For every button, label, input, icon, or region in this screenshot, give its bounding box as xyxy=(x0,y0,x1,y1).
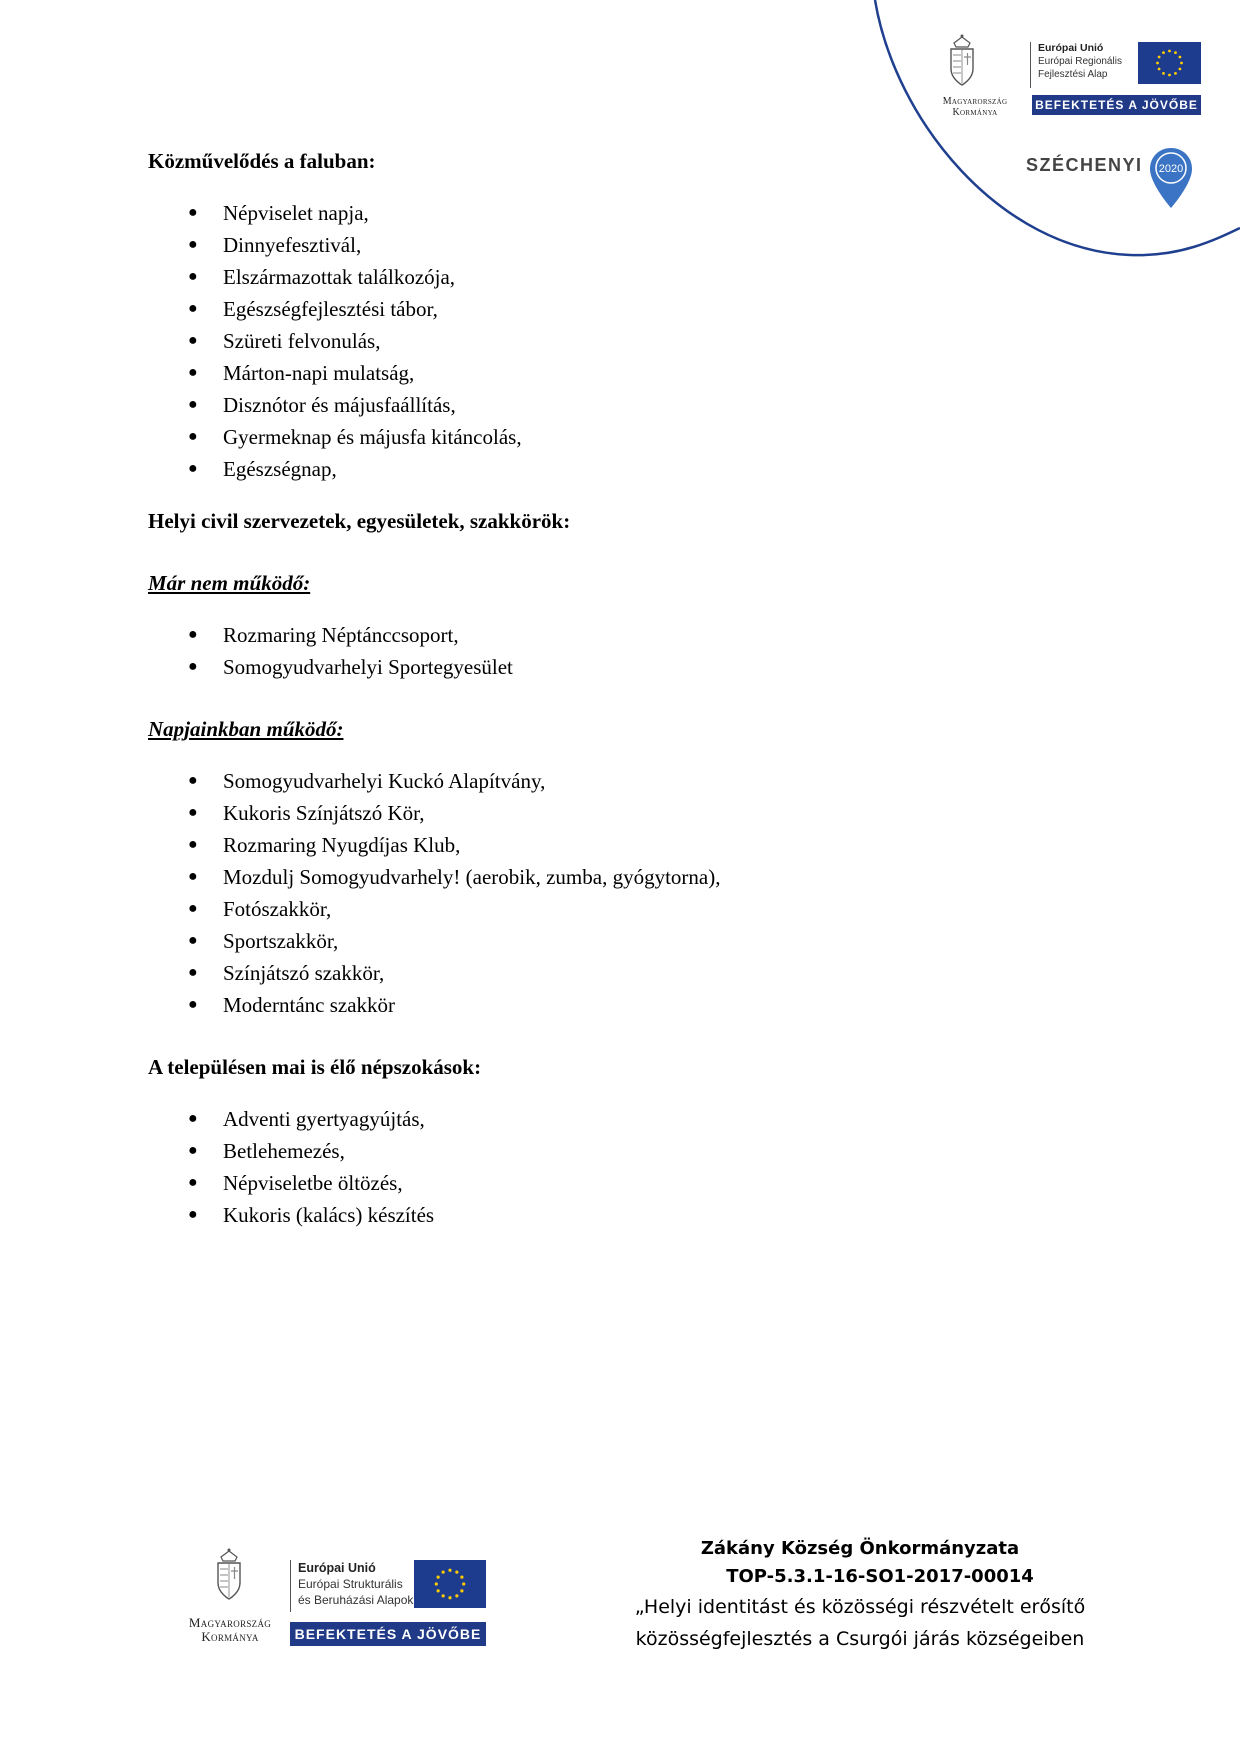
header-eu-text xyxy=(1030,42,1122,88)
former-orgs-list xyxy=(148,619,1048,683)
footer-project-title-line1: „Helyi identitást és közösségi részvételt erősítő xyxy=(634,1596,1086,1618)
footer-coat-of-arms-icon xyxy=(213,1547,245,1603)
list-item: ● Rozmaring Néptánccsoport, xyxy=(188,623,459,647)
footer-invest-banner: BEFEKTETÉS A JÖVŐBE xyxy=(290,1622,486,1646)
list-item: ● Fotószakkör, xyxy=(188,897,332,921)
section-title-civil: Helyi civil szervezetek, egyesületek, szakkörök: xyxy=(148,509,571,533)
list-item: ● Sportszakkör, xyxy=(188,929,339,953)
footer-project-code: TOP-5.3.1-16-SO1-2017-00014 xyxy=(726,1566,1034,1587)
footer-eu-text xyxy=(290,1560,413,1612)
szechenyi-year: 2020 xyxy=(1158,163,1184,175)
hungarian-coat-of-arms-icon xyxy=(946,33,978,89)
eu-flag-icon xyxy=(1138,42,1201,84)
subsection-title-former: Már nem működő: xyxy=(148,571,311,595)
list-item: ● Gyermeknap és májusfa kitáncolás, xyxy=(188,425,522,449)
header-crest-caption xyxy=(930,92,1020,118)
list-item: ● Szüreti felvonulás, xyxy=(188,329,381,353)
nepszokasok-list xyxy=(148,1103,1048,1231)
kozmuvelodes-list xyxy=(148,197,1048,485)
list-item: ● Somogyudvarhelyi Sportegyesület xyxy=(188,655,513,679)
footer-org-name: Zákány Község Önkormányzata xyxy=(700,1538,1020,1559)
current-orgs-list xyxy=(148,765,1048,1021)
footer-eu-fund-line1: Európai Strukturális xyxy=(298,1577,403,1591)
crest-caption-line1: Magyarország xyxy=(942,96,1008,107)
list-item: ● Somogyudvarhelyi Kuckó Alapítvány, xyxy=(188,769,546,793)
footer-project-title-line2: közösségfejlesztés a Csurgói járás községeiben xyxy=(635,1628,1085,1650)
list-item: ● Betlehemezés, xyxy=(188,1139,345,1163)
szechenyi-2020-pin-icon xyxy=(1148,146,1194,210)
list-item: ● Színjátszó szakkör, xyxy=(188,961,385,985)
list-item: ● Egészségnap, xyxy=(188,457,337,481)
footer-eu-flag-icon xyxy=(414,1560,486,1608)
footer-project-info xyxy=(600,1535,1120,1655)
szechenyi-label: SZÉCHENYI xyxy=(1026,155,1143,175)
list-item: ● Mozdulj Somogyudvarhely! (aerobik, zumba, gyógytorna), xyxy=(188,865,721,889)
header-crest xyxy=(934,33,990,89)
list-item: ● Disznótor és májusfaállítás, xyxy=(188,393,456,417)
list-item: ● Rozmaring Nyugdíjas Klub, xyxy=(188,833,461,857)
eu-fund-line1: Európai Regionális xyxy=(1038,56,1122,67)
list-item: ● Népviselet napja, xyxy=(188,201,369,225)
footer-eu-title: Európai Unió xyxy=(298,1561,376,1575)
list-item: ● Kukoris (kalács) készítés xyxy=(188,1203,435,1227)
eu-fund-line2: Fejlesztési Alap xyxy=(1038,69,1108,80)
list-item: ● Adventi gyertyagyújtás, xyxy=(188,1107,425,1131)
list-item: ● Elszármazottak találkozója, xyxy=(188,265,456,289)
list-item: ● Egészségfejlesztési tábor, xyxy=(188,297,438,321)
list-item: ● Kukoris Színjátszó Kör, xyxy=(188,801,425,825)
subsection-title-current: Napjainkban működő: xyxy=(148,717,344,741)
section-title-kozmuvelodes: Közművelődés a faluban: xyxy=(148,149,376,173)
list-item: ● Dinnyefesztivál, xyxy=(188,233,362,257)
footer-crest-caption xyxy=(170,1612,290,1644)
list-item: ● Népviseletbe öltözés, xyxy=(188,1171,403,1195)
eu-title: Európai Unió xyxy=(1038,42,1104,54)
main-content xyxy=(148,145,1048,1231)
list-item: ● Márton-napi mulatság, xyxy=(188,361,415,385)
footer-crest-caption-line2: Kormánya xyxy=(201,1629,259,1644)
footer-eu-fund-line2: és Beruházási Alapok xyxy=(298,1593,414,1607)
header-invest-banner: BEFEKTETÉS A JÖVŐBE xyxy=(1032,95,1201,115)
footer-crest-caption-line1: Magyarország xyxy=(188,1615,272,1630)
section-title-nepszokasok: A településen mai is élő népszokások: xyxy=(148,1055,482,1079)
crest-caption-line2: Kormánya xyxy=(952,107,998,118)
list-item: ● Moderntánc szakkör xyxy=(188,993,396,1017)
